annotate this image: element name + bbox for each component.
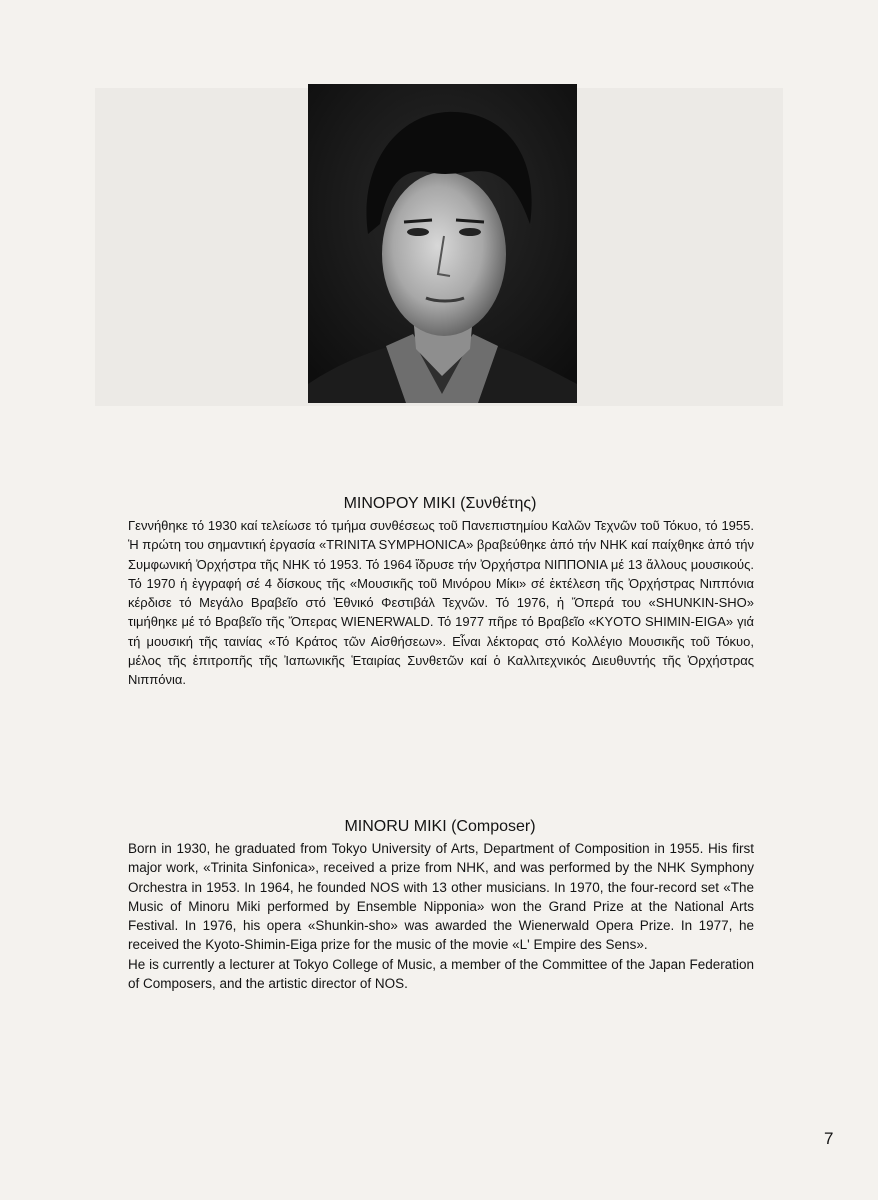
english-paragraph: Born in 1930, he graduated from Tokyo University of Arts, Department of Composition in 1955. His first major work, «Trinita Sinfonica», received a prize from NHK, and was performed by the NHK Symphony Orchestra in 1953. In 1964, he founded NOS with 13 other musicians. In 1970, the four-record set «The Music of Minoru Miki performed by Ensemble Nipponia» won the Grand Prize at the National Arts Festival. In 1976, his opera «Shunkin-sho» was awarded the Wienerwald Opera Prize. In 1977, he received the Kyoto-Shimin-Eiga prize for the music of the movie «L' Empire des Sens». (128, 841, 754, 953)
english-section-title: MINORU MIKI (Composer) (344, 818, 536, 835)
english-paragraph: He is currently a lecturer at Tokyo College of Music, a member of the Committee of the Japan Federation of Composers, and the artistic director of NOS. (128, 956, 754, 992)
portrait-illustration (308, 84, 577, 403)
page-number: 7 (824, 1129, 834, 1148)
english-biography-text (128, 839, 754, 993)
composer-portrait-photo (308, 84, 577, 403)
greek-biography-text: Γεννήθηκε τό 1930 καί τελείωσε τό τμήμα συνθέσεως τοῦ Πανεπιστημίου Καλῶν Τεχνῶν τοῦ Τόκυο, τό 1955. Ἡ πρώτη του σημαντική ἐργασία «TRINITA SYMPHONICA» βραβεύθηκε ἀπό τήν ΝΗΚ καί παίχθηκε ἀπό τήν Συμφωνική Ὀρχήστρα τῆς ΝΗΚ τό 1953. Τό 1964 ἵδρυσε τήν Ὀρχήστρα ΝΙΠΠΟΝΙΑ μέ 13 ἄλλους μουσικούς. Τό 1970 ἡ ἐγγραφή σέ 4 δίσκους τῆς «Μουσικῆς τοῦ Μινόρου Μίκι» σέ ἐκτέλεση τῆς Ὀρχήστρας Νιππόνια κέρδισε τό Μεγάλο Βραβεῖο στό Ἐθνικό Φεστιβάλ Τεχνῶν. Τό 1976, ἡ Ὄπερά του «SHUNKIN-SHO» τιμήθηκε μέ τό Βραβεῖο τῆς Ὄπερας WIENERWALD. Τό 1977 πῆρε τό Βραβεῖο «KYOTO SHIMIN-EIGA» γιά τή μουσική τῆς ταινίας «Τό Κράτος τῶν Αἰσθήσεων». Εἶναι λέκτορας στό Κολλέγιο Μουσικῆς τοῦ Τόκυο, μέλος τῆς ἐπιτροπῆς τῆς Ἰαπωνικῆς Ἑταιρίας Συνθετῶν καί ὁ Καλλιτεχνικός Διευθυντής τῆς Ὀρχήστρας Νιππόνια. (128, 518, 754, 688)
greek-section-title: ΜΙΝΟΡΟΥ ΜΙΚΙ (Συνθέτης) (343, 495, 537, 512)
